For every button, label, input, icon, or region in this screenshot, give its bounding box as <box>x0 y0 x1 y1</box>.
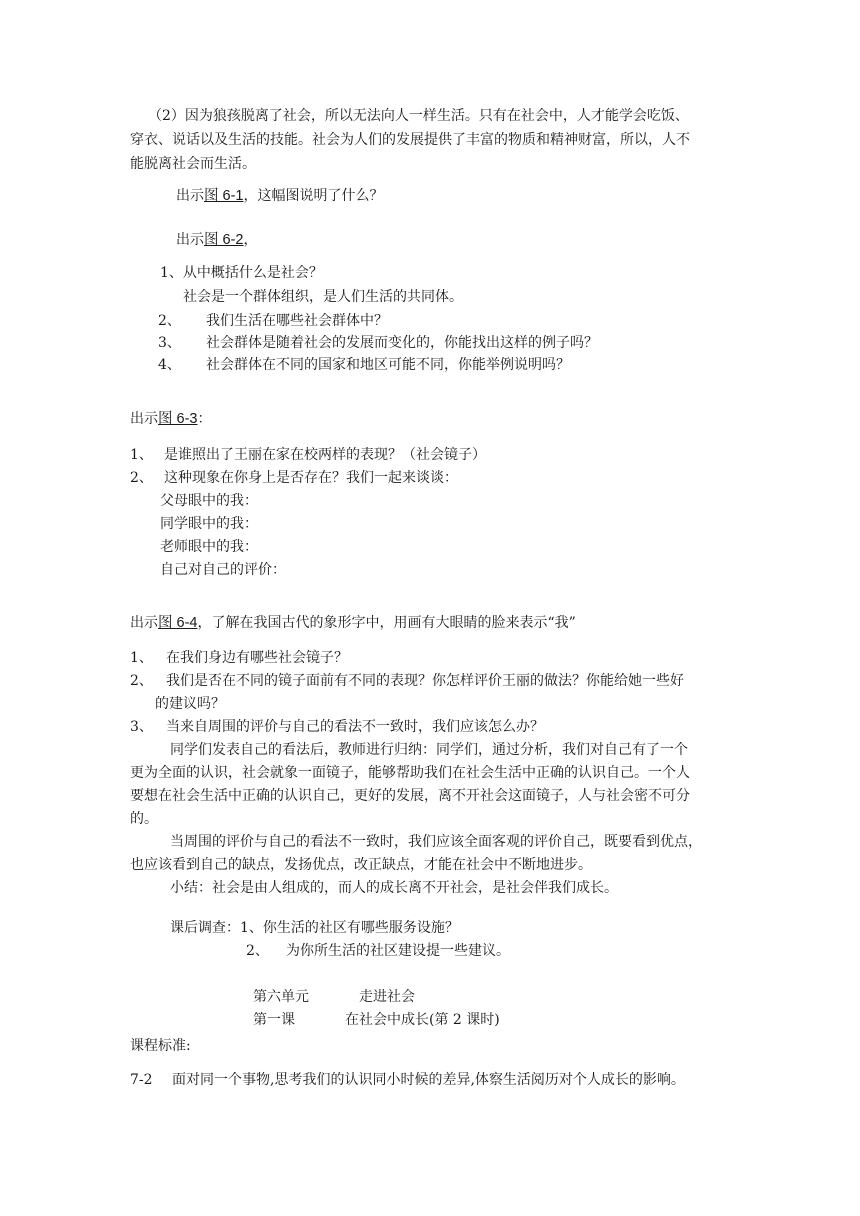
answer-text: 社会是一个群体组织，是人们生活的共同体。 <box>183 289 463 305</box>
item-number: 4、 <box>158 357 181 373</box>
paragraph-line: 穿衣、说话以及生活的技能。社会为人们的发展提供了丰富的物质和精神财富，所以，人不 <box>130 132 690 148</box>
standard-label: 课程标准: <box>130 1038 191 1054</box>
view-prompt: 同学眼中的我： <box>160 516 258 532</box>
survey-text: 1、你生活的社区有哪些服务设施？ <box>240 920 459 936</box>
paragraph-line: 的。 <box>130 811 158 827</box>
figure-reference[interactable]: 图 6-4 <box>158 615 198 631</box>
prompt-text: ， <box>243 232 258 248</box>
view-prompt: 自己对自己的评价： <box>160 562 286 578</box>
list-item <box>130 448 486 462</box>
survey-label: 课后调查： <box>170 920 240 936</box>
figure-prompt-6-4 <box>130 616 576 631</box>
list-item <box>130 720 544 734</box>
question-item <box>158 336 598 350</box>
figure-reference[interactable]: 图 6-3 <box>158 411 198 427</box>
prompt-prefix: 出示 <box>130 411 158 427</box>
figure-prompt-6-2 <box>176 233 258 248</box>
item-number: 2、 <box>130 673 153 689</box>
standard-item <box>130 1073 685 1087</box>
prompt-prefix: 出示 <box>130 615 158 631</box>
list-item <box>130 471 458 485</box>
item-number: 1、 <box>160 265 183 281</box>
list-item-continuation: 的建议吗？ <box>155 696 225 712</box>
lesson-label: 第一课 <box>253 1012 295 1028</box>
paragraph-line: 也应该看到自己的缺点，发扬优点，改正缺点，才能在社会中不断地进步。 <box>130 857 592 873</box>
prompt-text: ： <box>197 411 212 427</box>
item-text: 我们生活在哪些社会群体中？ <box>206 313 388 329</box>
figure-prompt-6-3 <box>130 412 212 427</box>
conclusion-text: 小结：社会是由人组成的，而人的成长离不开社会，是社会伴我们成长。 <box>170 880 618 896</box>
paragraph-line: 同学们发表自己的看法后，教师进行归纳：同学们，通过分析，我们对自己有了一个 <box>170 742 688 758</box>
question-item <box>160 266 323 280</box>
standard-code: 7-2 <box>130 1072 153 1088</box>
item-text: 社会群体在不同的国家和地区可能不同，你能举例说明吗？ <box>206 357 570 373</box>
item-text: 当来自周围的评价与自己的看法不一致时，我们应该怎么办？ <box>166 719 544 735</box>
item-number: 2、 <box>158 313 181 329</box>
item-text: 社会群体是随着社会的发展而变化的，你能找出这样的例子吗？ <box>206 335 598 351</box>
unit-title: 走进社会 <box>359 989 415 1005</box>
paragraph-line: 能脱离社会而生活。 <box>130 156 256 172</box>
paragraph-line: 当周围的评价与自己的看法不一致时，我们应该全面客观的评价自己，既要看到优点， <box>170 834 702 850</box>
unit-heading <box>253 990 415 1004</box>
item-number: 1、 <box>130 447 153 463</box>
view-prompt: 老师眼中的我： <box>160 539 258 555</box>
prompt-text: ，了解在我国古代的象形字中，用画有大眼睛的脸来表示“我” <box>197 615 576 631</box>
list-item <box>130 674 684 688</box>
view-prompt: 父母眼中的我： <box>160 493 258 509</box>
prompt-text: ，这幅图说明了什么？ <box>243 188 384 204</box>
item-text: 我们是否在不同的镜子面前有不同的表现？你怎样评价王丽的做法？你能给她一些好 <box>166 673 684 689</box>
item-number: 3、 <box>130 719 153 735</box>
item-number: 3、 <box>158 335 181 351</box>
question-item <box>158 358 570 372</box>
item-number: 1、 <box>130 650 153 666</box>
standard-text: 面对同一个事物,思考我们的认识同小时候的差异,体察生活阅历对个人成长的影响。 <box>172 1072 685 1088</box>
figure-reference[interactable]: 图 6-2 <box>204 232 244 248</box>
figure-reference[interactable]: 图 6-1 <box>204 188 244 204</box>
question-item <box>158 314 388 328</box>
paragraph-line: 更为全面的认识，社会就象一面镜子，能够帮助我们在社会生活中正确的认识自己。一个人 <box>130 765 690 781</box>
unit-label: 第六单元 <box>253 989 309 1005</box>
item-number: 2、 <box>246 943 269 959</box>
lesson-title: 在社会中成长(第 2 课时) <box>345 1012 500 1028</box>
item-text: 这种现象在你身上是否存在？我们一起来谈谈： <box>164 470 458 486</box>
lesson-heading <box>253 1013 500 1027</box>
paragraph-line: 要想在社会生活中正确的认识自己，更好的发展，离不开社会这面镜子，人与社会密不可分 <box>130 788 690 804</box>
figure-prompt-6-1 <box>176 189 384 204</box>
prompt-prefix: 出示 <box>176 232 204 248</box>
survey-item <box>246 944 510 958</box>
paragraph-line: （2）因为狼孩脱离了社会，所以无法向人一样生活。只有在社会中，人才能学会吃饭、 <box>148 108 689 124</box>
survey-item <box>170 921 459 935</box>
item-text: 从中概括什么是社会？ <box>182 265 323 281</box>
item-number: 2、 <box>130 470 153 486</box>
item-text: 在我们身边有哪些社会镜子？ <box>166 650 348 666</box>
survey-text: 为你所生活的社区建设提一些建议。 <box>286 943 510 959</box>
item-text: 是谁照出了王丽在家在校两样的表现？（社会镜子） <box>164 447 486 463</box>
list-item <box>130 651 348 665</box>
prompt-prefix: 出示 <box>176 188 204 204</box>
